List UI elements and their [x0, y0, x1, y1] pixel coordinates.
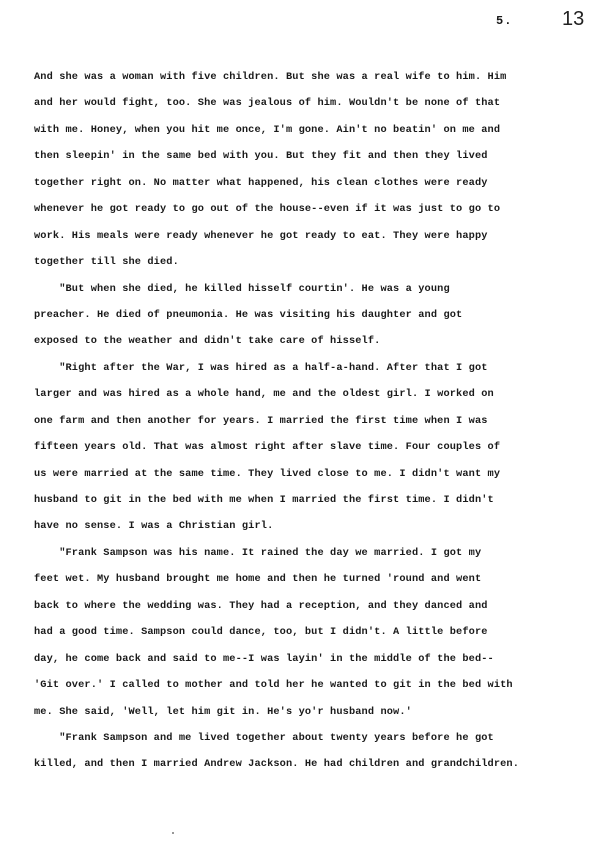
typed-page-number: 5. — [496, 14, 513, 28]
text-line: had a good time. Sampson could dance, too, but I didn't. A little before — [34, 626, 488, 639]
text-line: us were married at the same time. They lived close to me. I didn't want my — [34, 467, 501, 480]
text-line: work. His meals were ready whenever he got ready to eat. They were happy — [34, 229, 488, 242]
text-line: "Frank Sampson was his name. It rained the day we married. I got my — [34, 546, 482, 559]
paper-speck — [172, 832, 174, 834]
text-line: exposed to the weather and didn't take care of hisself. — [34, 335, 381, 348]
text-line: 'Git over.' I called to mother and told her he wanted to git in the bed with — [34, 679, 513, 692]
text-line: and her would fight, too. She was jealous of him. Wouldn't be none of that — [34, 97, 501, 110]
text-line: And she was a woman with five children. But she was a real wife to him. Him — [34, 71, 507, 83]
text-line: back to where the wedding was. They had a reception, and they danced and — [34, 599, 488, 612]
text-line: with me. Honey, when you hit me once, I'm gone. Ain't no beatin' on me and — [34, 123, 501, 136]
stamped-page-number: 13 — [562, 8, 585, 30]
text-line: have no sense. I was a Christian girl. — [34, 520, 274, 533]
text-line: "But when she died, he killed hisself courtin'. He was a young — [34, 282, 450, 295]
text-line: whenever he got ready to go out of the house--even if it was just to go to — [34, 203, 501, 216]
text-line: together till she died. — [34, 256, 179, 269]
text-line: fifteen years old. That was almost right after slave time. Four couples of — [34, 441, 501, 454]
document-body — [34, 64, 574, 778]
text-line: larger and was hired as a whole hand, me and the oldest girl. I worked on — [34, 388, 494, 401]
text-line: together right on. No matter what happened, his clean clothes were ready — [34, 176, 488, 189]
text-line: "Right after the War, I was hired as a half-a-hand. After that I got — [34, 361, 488, 374]
text-line: "Frank Sampson and me lived together about twenty years before he got — [34, 731, 494, 744]
text-line: preacher. He died of pneumonia. He was visiting his daughter and got — [34, 308, 463, 321]
text-line: day, he come back and said to me--I was layin' in the middle of the bed-- — [34, 652, 494, 665]
text-line: killed, and then I married Andrew Jackson. He had children and grandchildren. — [34, 758, 520, 771]
text-line: then sleepin' in the same bed with you. But they fit and then they lived — [34, 150, 488, 163]
text-line: one farm and then another for years. I married the first time when I was — [34, 414, 488, 427]
text-line: husband to git in the bed with me when I married the first time. I didn't — [34, 494, 494, 506]
text-line: feet wet. My husband brought me home and then he turned 'round and went — [34, 573, 482, 586]
text-line: me. She said, 'Well, let him git in. He's yo'r husband now.' — [34, 705, 412, 718]
